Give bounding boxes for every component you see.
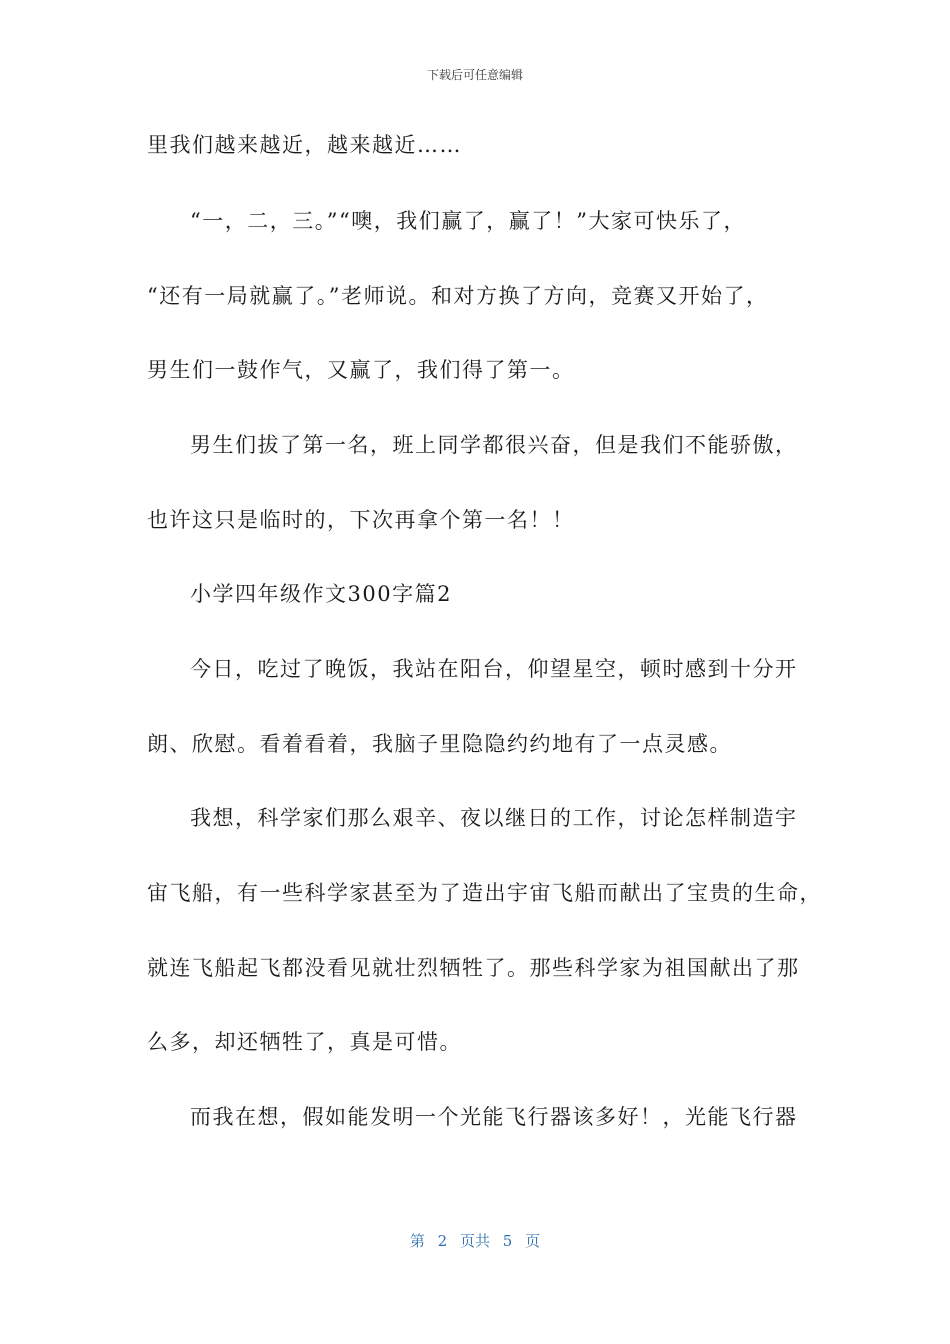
footer-suffix: 页 bbox=[525, 1232, 541, 1250]
page-footer bbox=[0, 1230, 950, 1251]
footer-middle: 页共 bbox=[459, 1232, 490, 1250]
text-line: 宙飞船，有一些科学家甚至为了造出宇宙飞船而献出了宝贵的生命， bbox=[147, 881, 822, 905]
text-line: 么多，却还牺牲了，真是可惜。 bbox=[147, 1030, 462, 1054]
text-line: 里我们越来越近，越来越近…… bbox=[147, 133, 462, 157]
text-line: 而我在想，假如能发明一个光能飞行器该多好！，光能飞行器 bbox=[190, 1105, 798, 1129]
footer-prefix: 第 bbox=[409, 1232, 425, 1250]
text-line: “一，二，三。”“噢，我们赢了，赢了！”大家可快乐了， bbox=[190, 209, 746, 233]
page-header: 下载后可任意编辑 bbox=[426, 68, 523, 82]
footer-page-number: 2 bbox=[437, 1232, 448, 1250]
text-line: “还有一局就赢了。”老师说。和对方换了方向，竞赛又开始了， bbox=[147, 284, 769, 308]
text-line: 就连飞船起飞都没看见就壮烈牺牲了。那些科学家为祖国献出了那 bbox=[147, 956, 800, 980]
text-line: 男生们一鼓作气，又赢了，我们得了第一。 bbox=[147, 358, 575, 382]
text-line: 男生们拔了第一名，班上同学都很兴奋，但是我们不能骄傲， bbox=[190, 433, 798, 457]
text-line: 我想，科学家们那么艰辛、夜以继日的工作，讨论怎样制造宇 bbox=[190, 806, 798, 830]
text-line: 也许这只是临时的，下次再拿个第一名！！ bbox=[147, 508, 575, 532]
footer-total-pages: 5 bbox=[502, 1232, 513, 1250]
text-line: 今日，吃过了晚饭，我站在阳台，仰望星空，顿时感到十分开 bbox=[190, 657, 798, 681]
text-line: 朗、欣慰。看着看着，我脑子里隐隐约约地有了一点灵感。 bbox=[147, 732, 732, 756]
section-heading: 小学四年级作文300字篇2 bbox=[190, 582, 452, 606]
